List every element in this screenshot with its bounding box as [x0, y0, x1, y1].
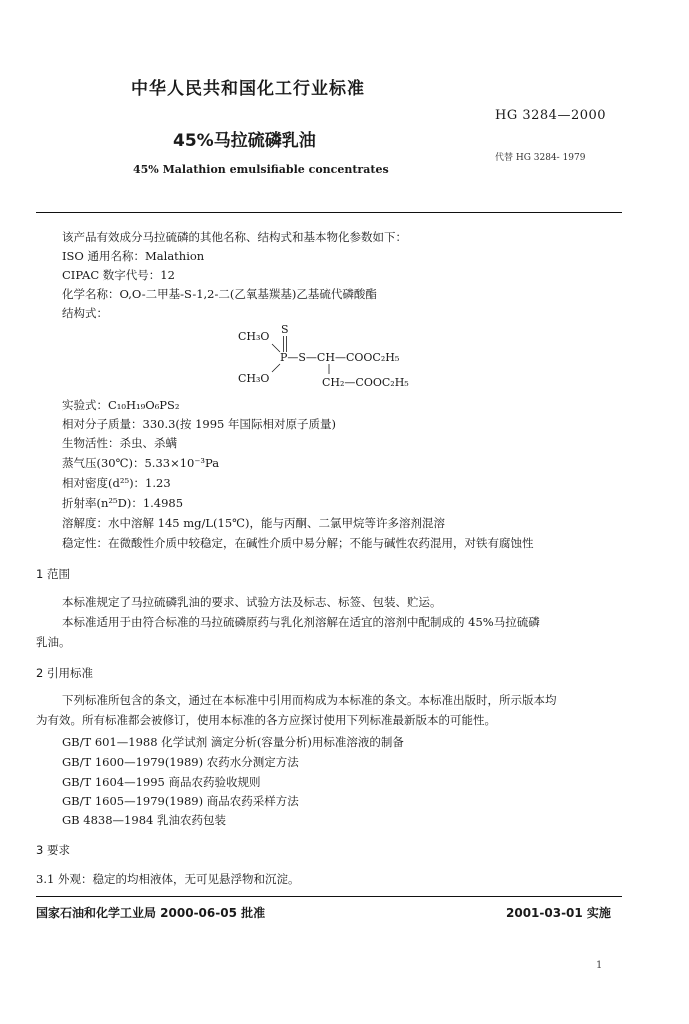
formula-ch2-chain: CH₂—COOC₂H₅	[322, 376, 409, 389]
replaces-standard: 代替 HG 3284- 1979	[495, 153, 586, 163]
document-title-en: 45% Malathion emulsifiable concentrates	[133, 163, 389, 176]
section-2-para-cont: 为有效。所有标准都会被修订，使用本标准的各方应探讨使用下列标准最新版本的可能性。	[36, 713, 496, 727]
document-title-zh: 45%马拉硫磷乳油	[173, 131, 316, 151]
reference-standard: GB/T 1604—1995 商品农药验收规则	[62, 775, 261, 789]
reference-standard: GB/T 601—1988 化学试剂 滴定分析(容量分析)用标准溶液的制备	[62, 735, 404, 749]
reference-standard: GB/T 1605—1979(1989) 商品农药采样方法	[62, 794, 299, 808]
approval-line: 国家石油和化学工业局 2000-06-05 批准	[36, 906, 266, 920]
section-1-para-2: 本标准适用于由符合标准的马拉硫磷原药与乳化剂溶解在适宜的溶剂中配制成的 45%马拉硫磷	[62, 615, 540, 629]
bond-lower-methoxy	[272, 364, 280, 372]
formula-ch3o-bottom: CH₃O	[238, 372, 270, 385]
relative-density: 相对密度(d²⁵)：1.23	[62, 476, 171, 490]
iso-common-name: ISO 通用名称：Malathion	[62, 249, 205, 263]
section-3-item-1: 3.1 外观：稳定的均相液体，无可见悬浮物和沉淀。	[36, 872, 300, 886]
implementation-date: 2001-03-01 实施	[506, 906, 611, 920]
structure-label: 结构式：	[62, 306, 108, 320]
section-2-para: 下列标准所包含的条文，通过在本标准中引用而构成为本标准的条文。本标准出版时，所示版本均	[62, 693, 557, 707]
issuing-standard-title: 中华人民共和国化工行业标准	[131, 79, 365, 99]
intro-line: 该产品有效成分马拉硫磷的其他名称、结构式和基本物化参数如下：	[62, 230, 407, 244]
refractive-index: 折射率(n²⁵D)：1.4985	[62, 496, 184, 510]
formula-ch3o-top: CH₃O	[238, 330, 270, 343]
section-1-para-1: 本标准规定了马拉硫磷乳油的要求、试验方法及标志、标签、包装、贮运。	[62, 595, 442, 609]
standard-number: HG 3284—2000	[495, 108, 607, 123]
reference-standard: GB 4838—1984 乳油农药包装	[62, 813, 226, 827]
cipac-code: CIPAC 数字代号：12	[62, 268, 175, 282]
section-1-heading: 1 范围	[36, 567, 70, 581]
formula-main-chain: P—S—CH—COOC₂H₅	[280, 351, 400, 364]
reference-standard: GB/T 1600—1979(1989) 农药水分测定方法	[62, 755, 299, 769]
formula-s-atom: S	[281, 323, 289, 336]
structural-formula	[232, 322, 442, 394]
chemical-name: 化学名称：O,O-二甲基-S-1,2-二(乙氧基羰基)乙基硫代磷酸酯	[62, 287, 377, 301]
biological-activity: 生物活性：杀虫、杀螨	[62, 436, 177, 450]
section-2-heading: 2 引用标准	[36, 666, 93, 680]
stability: 稳定性：在微酸性介质中较稳定，在碱性介质中易分解；不能与碱性农药混用，对铁有腐蚀性	[62, 536, 534, 550]
footer-divider	[36, 896, 622, 897]
section-3-heading: 3 要求	[36, 843, 70, 857]
empirical-formula: 实验式：C₁₀H₁₉O₆PS₂	[62, 398, 180, 412]
header-divider	[36, 212, 622, 213]
bond-upper-methoxy	[272, 344, 280, 352]
page-number: 1	[596, 960, 603, 971]
solubility: 溶解度：水中溶解 145 mg/L(15℃)，能与丙酮、二氯甲烷等许多溶剂混溶	[62, 516, 446, 530]
vapor-pressure: 蒸气压(30℃)：5.33×10⁻³Pa	[62, 456, 220, 470]
molecular-weight: 相对分子质量：330.3(按 1995 年国际相对原子质量)	[62, 417, 336, 431]
section-1-para-2-cont: 乳油。	[36, 635, 71, 649]
